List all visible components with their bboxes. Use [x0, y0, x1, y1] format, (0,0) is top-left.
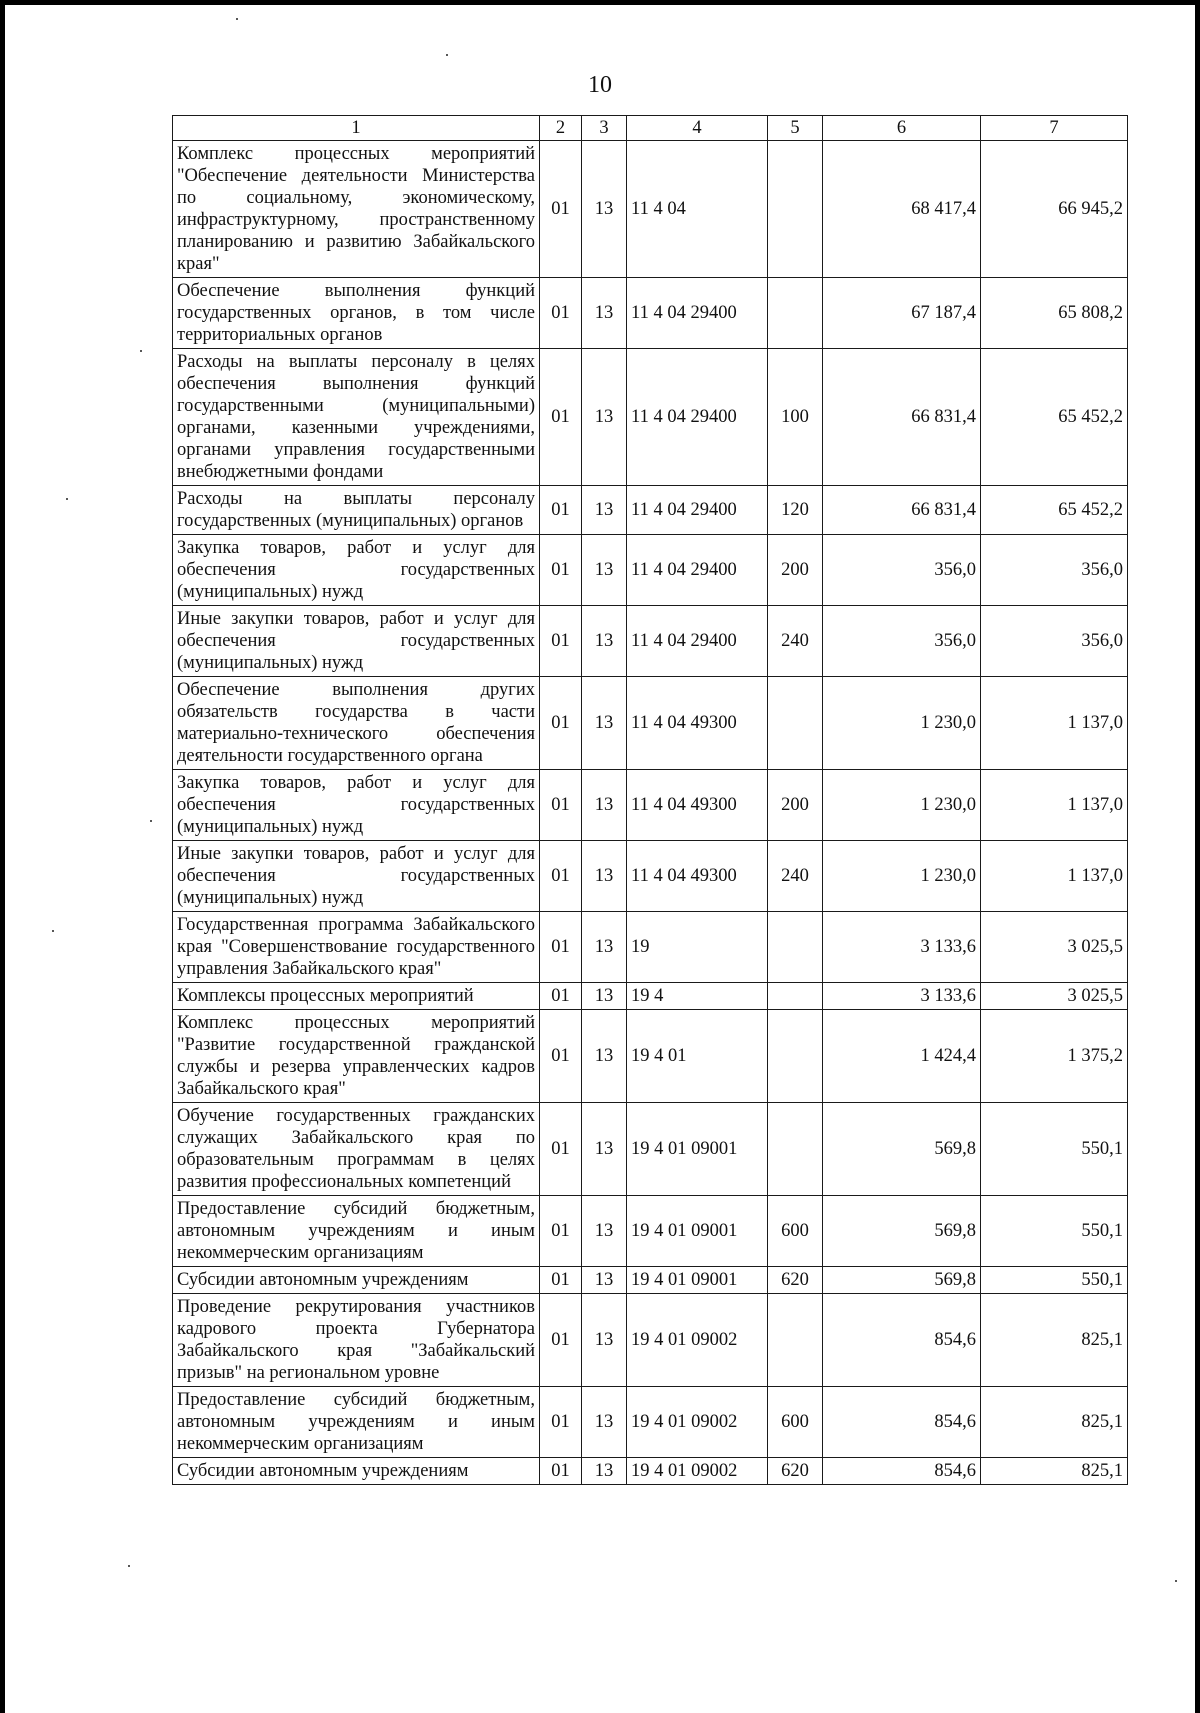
- amount-col7-cell: 825,1: [981, 1458, 1128, 1485]
- amount-col7-cell: 65 452,2: [981, 486, 1128, 535]
- expense-type-cell: 240: [768, 606, 823, 677]
- row-name-cell: Комплекс процессных мероприятий "Развитие государственной гражданской службы и резерва управленческих кадров Забайкальского края": [173, 1010, 540, 1103]
- table-row: [173, 677, 1128, 770]
- amount-col7-cell: 65 808,2: [981, 278, 1128, 349]
- subsection-code-cell: 13: [582, 1294, 627, 1387]
- section-code-cell: 01: [540, 1010, 582, 1103]
- table-row: [173, 912, 1128, 983]
- section-code-cell: 01: [540, 486, 582, 535]
- amount-col6-cell: 1 424,4: [823, 1010, 981, 1103]
- section-code-cell: 01: [540, 677, 582, 770]
- amount-col6-cell: 66 831,4: [823, 349, 981, 486]
- amount-col7-cell: 1 137,0: [981, 841, 1128, 912]
- table-row: [173, 349, 1128, 486]
- target-article-cell: 11 4 04 29400: [627, 278, 768, 349]
- scan-border-right: [1195, 0, 1200, 1713]
- row-name-cell: Предоставление субсидий бюджетным, автономным учреждениям и иным некоммерческим организациям: [173, 1387, 540, 1458]
- section-code-cell: 01: [540, 278, 582, 349]
- table-row: [173, 1196, 1128, 1267]
- subsection-code-cell: 13: [582, 1267, 627, 1294]
- section-code-cell: 01: [540, 1387, 582, 1458]
- section-code-cell: 01: [540, 912, 582, 983]
- section-code-cell: 01: [540, 535, 582, 606]
- expense-type-cell: [768, 141, 823, 278]
- subsection-code-cell: 13: [582, 912, 627, 983]
- target-article-cell: 19 4 01 09001: [627, 1267, 768, 1294]
- amount-col6-cell: 569,8: [823, 1267, 981, 1294]
- column-header: 3: [582, 116, 627, 141]
- target-article-cell: 11 4 04 29400: [627, 349, 768, 486]
- section-code-cell: 01: [540, 1196, 582, 1267]
- row-name-cell: Комплекс процессных мероприятий "Обеспечение деятельности Министерства по социальному, экономическому, инфраструктурному, пространственному планированию и развитию Забайкальского края": [173, 141, 540, 278]
- expense-type-cell: 100: [768, 349, 823, 486]
- expense-type-cell: 200: [768, 770, 823, 841]
- section-code-cell: 01: [540, 1458, 582, 1485]
- target-article-cell: 19 4 01 09001: [627, 1196, 768, 1267]
- amount-col7-cell: 1 137,0: [981, 770, 1128, 841]
- scan-speck: [128, 1565, 130, 1567]
- amount-col6-cell: 569,8: [823, 1196, 981, 1267]
- expense-type-cell: 120: [768, 486, 823, 535]
- amount-col6-cell: 1 230,0: [823, 770, 981, 841]
- amount-col6-cell: 854,6: [823, 1387, 981, 1458]
- subsection-code-cell: 13: [582, 983, 627, 1010]
- target-article-cell: 11 4 04 49300: [627, 770, 768, 841]
- subsection-code-cell: 13: [582, 841, 627, 912]
- expense-type-cell: [768, 1103, 823, 1196]
- target-article-cell: 11 4 04 29400: [627, 606, 768, 677]
- table-row: [173, 606, 1128, 677]
- expense-type-cell: [768, 912, 823, 983]
- scan-speck: [1175, 1580, 1177, 1582]
- expense-type-cell: 620: [768, 1267, 823, 1294]
- row-name-cell: Государственная программа Забайкальского края "Совершенствование государственного управления Забайкальского края": [173, 912, 540, 983]
- amount-col6-cell: 854,6: [823, 1458, 981, 1485]
- row-name-cell: Субсидии автономным учреждениям: [173, 1267, 540, 1294]
- row-name-cell: Обучение государственных гражданских служащих Забайкальского края по образовательным программам в целях развития профессиональных компетенций: [173, 1103, 540, 1196]
- row-name-cell: Субсидии автономным учреждениям: [173, 1458, 540, 1485]
- table-row: [173, 1458, 1128, 1485]
- subsection-code-cell: 13: [582, 1103, 627, 1196]
- subsection-code-cell: 13: [582, 1010, 627, 1103]
- section-code-cell: 01: [540, 1294, 582, 1387]
- target-article-cell: 19 4 01 09001: [627, 1103, 768, 1196]
- section-code-cell: 01: [540, 349, 582, 486]
- row-name-cell: Проведение рекрутирования участников кадрового проекта Губернатора Забайкальского края "Забайкальский призыв" на региональном уровне: [173, 1294, 540, 1387]
- row-name-cell: Предоставление субсидий бюджетным, автономным учреждениям и иным некоммерческим организациям: [173, 1196, 540, 1267]
- column-header: 5: [768, 116, 823, 141]
- scan-speck: [140, 350, 142, 352]
- subsection-code-cell: 13: [582, 606, 627, 677]
- target-article-cell: 11 4 04 29400: [627, 486, 768, 535]
- section-code-cell: 01: [540, 841, 582, 912]
- target-article-cell: 19 4 01: [627, 1010, 768, 1103]
- expense-type-cell: [768, 983, 823, 1010]
- section-code-cell: 01: [540, 983, 582, 1010]
- amount-col7-cell: 356,0: [981, 535, 1128, 606]
- row-name-cell: Обеспечение выполнения других обязательств государства в части материально-технического обеспечения деятельности государственного органа: [173, 677, 540, 770]
- section-code-cell: 01: [540, 1267, 582, 1294]
- page-number: 10: [588, 72, 612, 98]
- amount-col6-cell: 356,0: [823, 606, 981, 677]
- row-name-cell: Иные закупки товаров, работ и услуг для обеспечения государственных (муниципальных) нужд: [173, 606, 540, 677]
- scan-speck: [446, 54, 448, 56]
- target-article-cell: 11 4 04 29400: [627, 535, 768, 606]
- scan-speck: [52, 930, 54, 932]
- target-article-cell: 19 4 01 09002: [627, 1294, 768, 1387]
- section-code-cell: 01: [540, 770, 582, 841]
- amount-col6-cell: 1 230,0: [823, 841, 981, 912]
- scan-speck: [66, 498, 68, 500]
- target-article-cell: 11 4 04 49300: [627, 677, 768, 770]
- table-row: [173, 1294, 1128, 1387]
- amount-col7-cell: 3 025,5: [981, 983, 1128, 1010]
- subsection-code-cell: 13: [582, 535, 627, 606]
- table-row: [173, 983, 1128, 1010]
- amount-col7-cell: 65 452,2: [981, 349, 1128, 486]
- expense-type-cell: [768, 278, 823, 349]
- table-row: [173, 141, 1128, 278]
- amount-col7-cell: 356,0: [981, 606, 1128, 677]
- scan-border-top: [0, 0, 1200, 5]
- table-row: [173, 1010, 1128, 1103]
- amount-col7-cell: 550,1: [981, 1196, 1128, 1267]
- target-article-cell: 19 4 01 09002: [627, 1458, 768, 1485]
- column-header: 4: [627, 116, 768, 141]
- target-article-cell: 19 4: [627, 983, 768, 1010]
- amount-col6-cell: 3 133,6: [823, 983, 981, 1010]
- expense-type-cell: 600: [768, 1387, 823, 1458]
- row-name-cell: Расходы на выплаты персоналу государственных (муниципальных) органов: [173, 486, 540, 535]
- expense-type-cell: 200: [768, 535, 823, 606]
- amount-col6-cell: 356,0: [823, 535, 981, 606]
- amount-col6-cell: 3 133,6: [823, 912, 981, 983]
- subsection-code-cell: 13: [582, 770, 627, 841]
- table-row: [173, 1387, 1128, 1458]
- column-header: 7: [981, 116, 1128, 141]
- amount-col6-cell: 67 187,4: [823, 278, 981, 349]
- row-name-cell: Закупка товаров, работ и услуг для обеспечения государственных (муниципальных) нужд: [173, 770, 540, 841]
- expense-type-cell: [768, 1010, 823, 1103]
- column-header: 2: [540, 116, 582, 141]
- row-name-cell: Иные закупки товаров, работ и услуг для обеспечения государственных (муниципальных) нужд: [173, 841, 540, 912]
- amount-col7-cell: 550,1: [981, 1267, 1128, 1294]
- row-name-cell: Комплексы процессных мероприятий: [173, 983, 540, 1010]
- table-row: [173, 535, 1128, 606]
- table-row: [173, 841, 1128, 912]
- amount-col7-cell: 1 137,0: [981, 677, 1128, 770]
- row-name-cell: Закупка товаров, работ и услуг для обеспечения государственных (муниципальных) нужд: [173, 535, 540, 606]
- amount-col7-cell: 1 375,2: [981, 1010, 1128, 1103]
- subsection-code-cell: 13: [582, 1387, 627, 1458]
- subsection-code-cell: 13: [582, 677, 627, 770]
- amount-col7-cell: 66 945,2: [981, 141, 1128, 278]
- amount-col6-cell: 569,8: [823, 1103, 981, 1196]
- subsection-code-cell: 13: [582, 141, 627, 278]
- amount-col7-cell: 825,1: [981, 1294, 1128, 1387]
- section-code-cell: 01: [540, 1103, 582, 1196]
- target-article-cell: 19: [627, 912, 768, 983]
- subsection-code-cell: 13: [582, 1458, 627, 1485]
- row-name-cell: Расходы на выплаты персоналу в целях обеспечения выполнения функций государственными (муниципальными) органами, казенными учреждениями, органами управления государственными внебюджетными фондами: [173, 349, 540, 486]
- column-header: 6: [823, 116, 981, 141]
- scan-speck: [236, 18, 238, 20]
- section-code-cell: 01: [540, 606, 582, 677]
- table-row: [173, 486, 1128, 535]
- amount-col7-cell: 825,1: [981, 1387, 1128, 1458]
- table-row: [173, 278, 1128, 349]
- subsection-code-cell: 13: [582, 349, 627, 486]
- row-name-cell: Обеспечение выполнения функций государственных органов, в том числе территориальных органов: [173, 278, 540, 349]
- table-row: [173, 770, 1128, 841]
- subsection-code-cell: 13: [582, 278, 627, 349]
- target-article-cell: 11 4 04: [627, 141, 768, 278]
- table-row: [173, 1267, 1128, 1294]
- subsection-code-cell: 13: [582, 1196, 627, 1267]
- amount-col6-cell: 66 831,4: [823, 486, 981, 535]
- table-row: [173, 1103, 1128, 1196]
- expense-type-cell: [768, 677, 823, 770]
- amount-col6-cell: 68 417,4: [823, 141, 981, 278]
- expense-type-cell: 620: [768, 1458, 823, 1485]
- subsection-code-cell: 13: [582, 486, 627, 535]
- scan-speck: [150, 820, 152, 822]
- amount-col7-cell: 3 025,5: [981, 912, 1128, 983]
- amount-col6-cell: 1 230,0: [823, 677, 981, 770]
- amount-col7-cell: 550,1: [981, 1103, 1128, 1196]
- target-article-cell: 19 4 01 09002: [627, 1387, 768, 1458]
- amount-col6-cell: 854,6: [823, 1294, 981, 1387]
- column-header: 1: [173, 116, 540, 141]
- expense-type-cell: [768, 1294, 823, 1387]
- section-code-cell: 01: [540, 141, 582, 278]
- scan-border-left: [0, 0, 5, 1713]
- target-article-cell: 11 4 04 49300: [627, 841, 768, 912]
- expense-type-cell: 600: [768, 1196, 823, 1267]
- budget-table: [172, 115, 1128, 1485]
- table-body: [173, 141, 1128, 1485]
- header-row: [173, 116, 1128, 141]
- expense-type-cell: 240: [768, 841, 823, 912]
